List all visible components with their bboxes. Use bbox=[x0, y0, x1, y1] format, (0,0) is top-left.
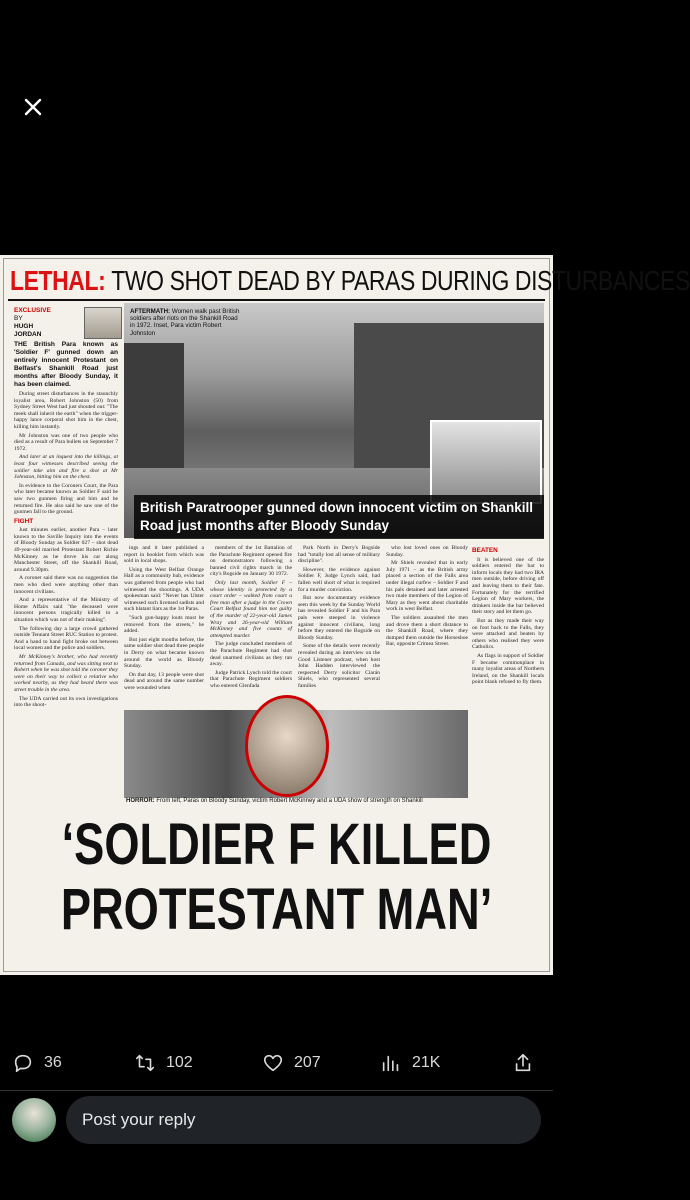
author-headshot bbox=[84, 307, 122, 339]
col2-para: On that day, 13 people were shot dead and around the same number were wounded when bbox=[124, 671, 204, 691]
divider bbox=[0, 1090, 553, 1091]
col6-para: But as they made their way on foot back to the Falls, they were attacked and beaten by others who realised they were Catholics. bbox=[472, 617, 544, 651]
reply-bar bbox=[0, 1096, 553, 1146]
close-icon bbox=[23, 97, 43, 117]
article-column-3 bbox=[210, 545, 292, 705]
col1-para: The following day a large crowd gathered outside Tennant Street RUC Station to protest. And a hand to hand fight broke out between local women and the police and soldiers. bbox=[14, 625, 118, 652]
col4-para: Park North in Derry's Bogside had "totally lost all sense of military discipline". bbox=[298, 545, 380, 565]
col4-para: Some of the details were recently revealed during an interview on the Good Listener podcast, when host John Hadden interviewed the respected Derry solicitor Ciarán Shiels, who represented several families bbox=[298, 643, 380, 689]
photo-caption-label: AFTERMATH: bbox=[130, 308, 171, 315]
close-button[interactable] bbox=[16, 90, 50, 124]
photo-caption bbox=[130, 308, 240, 337]
byline-exclusive: EXCLUSIVE bbox=[14, 307, 51, 314]
col1-para: In evidence to the Coroners Court, the Para who later became known as Soldier F said he saw two gunmen firing and him and he returned fire. He also said he saw one of the gunmen fall to the ground. bbox=[14, 482, 118, 516]
col2-para: ings and it later published a report in booklet form which was sold in local shops. bbox=[124, 545, 204, 565]
article-lead: THE British Para known as 'Soldier F' gunned down an entirely innocent Protestant on Belfast's Shankill Road just months after Bloody Sunday, it has been claimed. bbox=[14, 341, 118, 388]
article-headline bbox=[10, 263, 690, 299]
photo-banner: British Paratrooper gunned down innocent victim on Shankill Road just months after Bloody Sunday bbox=[134, 495, 544, 539]
reply-input[interactable]: Post your reply bbox=[66, 1096, 541, 1144]
col5-para: Mr Shiels revealed that in early July 1971 – as the British army placed a section of the Falls area under illegal curfew – Soldier F and his pals detained and later arrested two male members of the Legion of Mary as they went about charitable work in west Belfast. bbox=[386, 560, 468, 613]
share-icon bbox=[512, 1052, 534, 1074]
col4-para: But now documentary evidence seen this week by the Sunday World has revealed Soldier F and his Para pals were steeped in violence against innocent civilians, long before they entered the Bogside on Bloody Sunday. bbox=[298, 595, 380, 641]
col2-para: "Such gun-happy louts must be removed from the streets," he added. bbox=[124, 614, 204, 635]
col1-para: Mr McKinney's brother, who had recently returned from Canada, and was sitting next to Robert when he was shot told the coroner they were on their way to collect a relative who worked nearby, as they had heard there was street trouble in the area. bbox=[14, 653, 118, 693]
byline bbox=[14, 307, 74, 339]
reply-button[interactable] bbox=[12, 1045, 62, 1081]
victim-portrait bbox=[245, 695, 329, 797]
col5-para: who lost loved ones on Bloody Sunday. bbox=[386, 545, 468, 558]
col1-para: Just minutes earlier, another Para – later known to the Saville Inquiry into the events of Bloody Sunday as Soldier 027 – shot dead 49-year-old married Protestant Robert Richie McKinney as he drove his car along Manchester Street, off the Shankill Road, around 9.30pm. bbox=[14, 527, 118, 573]
subhead-beaten: BEATEN bbox=[472, 547, 498, 554]
col1-para: And later at an inquest into the killings, at least four witnesses described seeing the soldier take aim and fire a shot at Mr Johnston, hitting him on the chest. bbox=[14, 454, 118, 481]
col4-para: However, the evidence against Soldier F, Judge Lynch said, had fallen well short of what is required for a murder conviction. bbox=[298, 566, 380, 593]
col3-para: members of the 1st Battalion of the Parachute Regiment opened fire on demonstrators following a banned civil rights march in the city's Bogside on January 30 1972. bbox=[210, 545, 292, 578]
repost-icon bbox=[134, 1052, 156, 1074]
col1-para: The UDA carried out its own investigations into the shoot- bbox=[14, 695, 118, 709]
views-count: 21K bbox=[412, 1054, 441, 1071]
col5-para: The soldiers assaulted the men and drove them a short distance to the Shankill Road, where they dumped them outside the Horseshoe Bar, opposite Crimea Street. bbox=[386, 614, 468, 648]
like-count: 207 bbox=[294, 1054, 321, 1071]
article-column-4 bbox=[298, 545, 380, 705]
reply-count: 36 bbox=[44, 1054, 62, 1071]
headline-rule bbox=[8, 299, 545, 301]
views-icon bbox=[380, 1052, 402, 1074]
strip-caption bbox=[126, 798, 544, 804]
headline-text: TWO SHOT DEAD BY PARAS DURING DISTURBANCES bbox=[111, 265, 690, 296]
views-button[interactable] bbox=[380, 1045, 440, 1081]
col3-para: Only last month, Soldier F – whose identity is protected by a court order – walked from court a free man after a judge in the Crown Court Belfast found him not guilty of the murder of 22-year-old James Wray and 26-year-old William McKinney and five counts of attempted murder. bbox=[210, 579, 292, 639]
photo-caption-text: Women walk past British soldiers after riots on the Shankill Road in 1972. Inset, Para victim Robert Johnston bbox=[130, 308, 240, 337]
col1-para: During street disturbances in the staunchly loyalist area, Robert Johnston (50) from Sydney Street West had just shouted out: "The meek shall inherit the earth" when the trigger-happy lance corporal shot him in the chest, killing him instantly. bbox=[14, 391, 118, 430]
col3-para: The judge concluded members of the Parachute Regiment had shot dead unarmed civilians as they ran away. bbox=[210, 641, 292, 668]
strip-caption-label: HORROR: bbox=[126, 798, 155, 804]
repost-button[interactable] bbox=[134, 1045, 193, 1081]
col6-para: As flags in support of Soldier F became commonplace in many loyalist areas of Northern Ireland, on the Shankill locals point blank refused to fly them. bbox=[472, 652, 544, 686]
heart-icon bbox=[262, 1052, 284, 1074]
share-button[interactable] bbox=[512, 1045, 544, 1081]
col1-para: And a representative of the Ministry of Home Affairs said "the deceased were innocent persons tragically killed in a situation which was not of their making". bbox=[14, 597, 118, 623]
article-column-1 bbox=[14, 341, 118, 806]
headline-kicker: LETHAL: bbox=[10, 265, 106, 296]
avatar[interactable] bbox=[12, 1098, 56, 1142]
big-title-line-1: ‘SOLDIER F KILLED bbox=[61, 812, 492, 877]
like-button[interactable] bbox=[262, 1045, 321, 1081]
article-column-6 bbox=[472, 545, 544, 795]
byline-name-2: JORDAN bbox=[14, 331, 42, 338]
col1-para: A coroner said there was no suggestion the men who died were anything other than innocent civilians. bbox=[14, 575, 118, 595]
victim-inset-photo bbox=[430, 420, 542, 504]
col1-para: Mr Johnston was one of two people who died as a result of Para bullets on September 7 1972. bbox=[14, 432, 118, 452]
repost-count: 102 bbox=[166, 1054, 193, 1071]
big-title-line-2: PROTESTANT MAN’ bbox=[60, 877, 493, 942]
col6-para: It is believed one of the soldiers entered the bar to inform locals they had two IRA men outside, before driving off and leaving them to their fate. Fortunately for the terrified Legion of Mary workers, the drinkers inside the bar believed their story and let them go. bbox=[472, 556, 544, 616]
subhead-fight: FIGHT bbox=[14, 517, 34, 525]
article-column-2 bbox=[124, 545, 204, 705]
building-shape bbox=[124, 343, 184, 483]
byline-by: BY bbox=[14, 315, 23, 322]
byline-name-1: HUGH bbox=[14, 323, 34, 330]
reply-icon bbox=[12, 1052, 34, 1074]
engagement-bar bbox=[0, 1045, 553, 1081]
col3-para: Judge Patrick Lynch told the court that Parachute Regiment soldiers who entered Glenfada bbox=[210, 669, 292, 689]
article-column-5 bbox=[386, 545, 468, 705]
strip-caption-text: From left, Paras on Bloody Sunday, victim Robert McKinney and a UDA show of strength on Shankill bbox=[156, 798, 423, 804]
col2-para: Using the West Belfast Orange Hall as a community hub, evidence was gathered from people who had witnessed the shootings. A UDA spokesman said: "Never has Ulster witnessed such licensed sadists and such blatant liars as the 1st Paras. bbox=[124, 566, 204, 613]
newspaper-image[interactable] bbox=[0, 255, 690, 975]
col2-para: But just eight months before, the same soldier shot dead three people in Derry on what became known around the world as Bloody Sunday. bbox=[124, 636, 204, 670]
